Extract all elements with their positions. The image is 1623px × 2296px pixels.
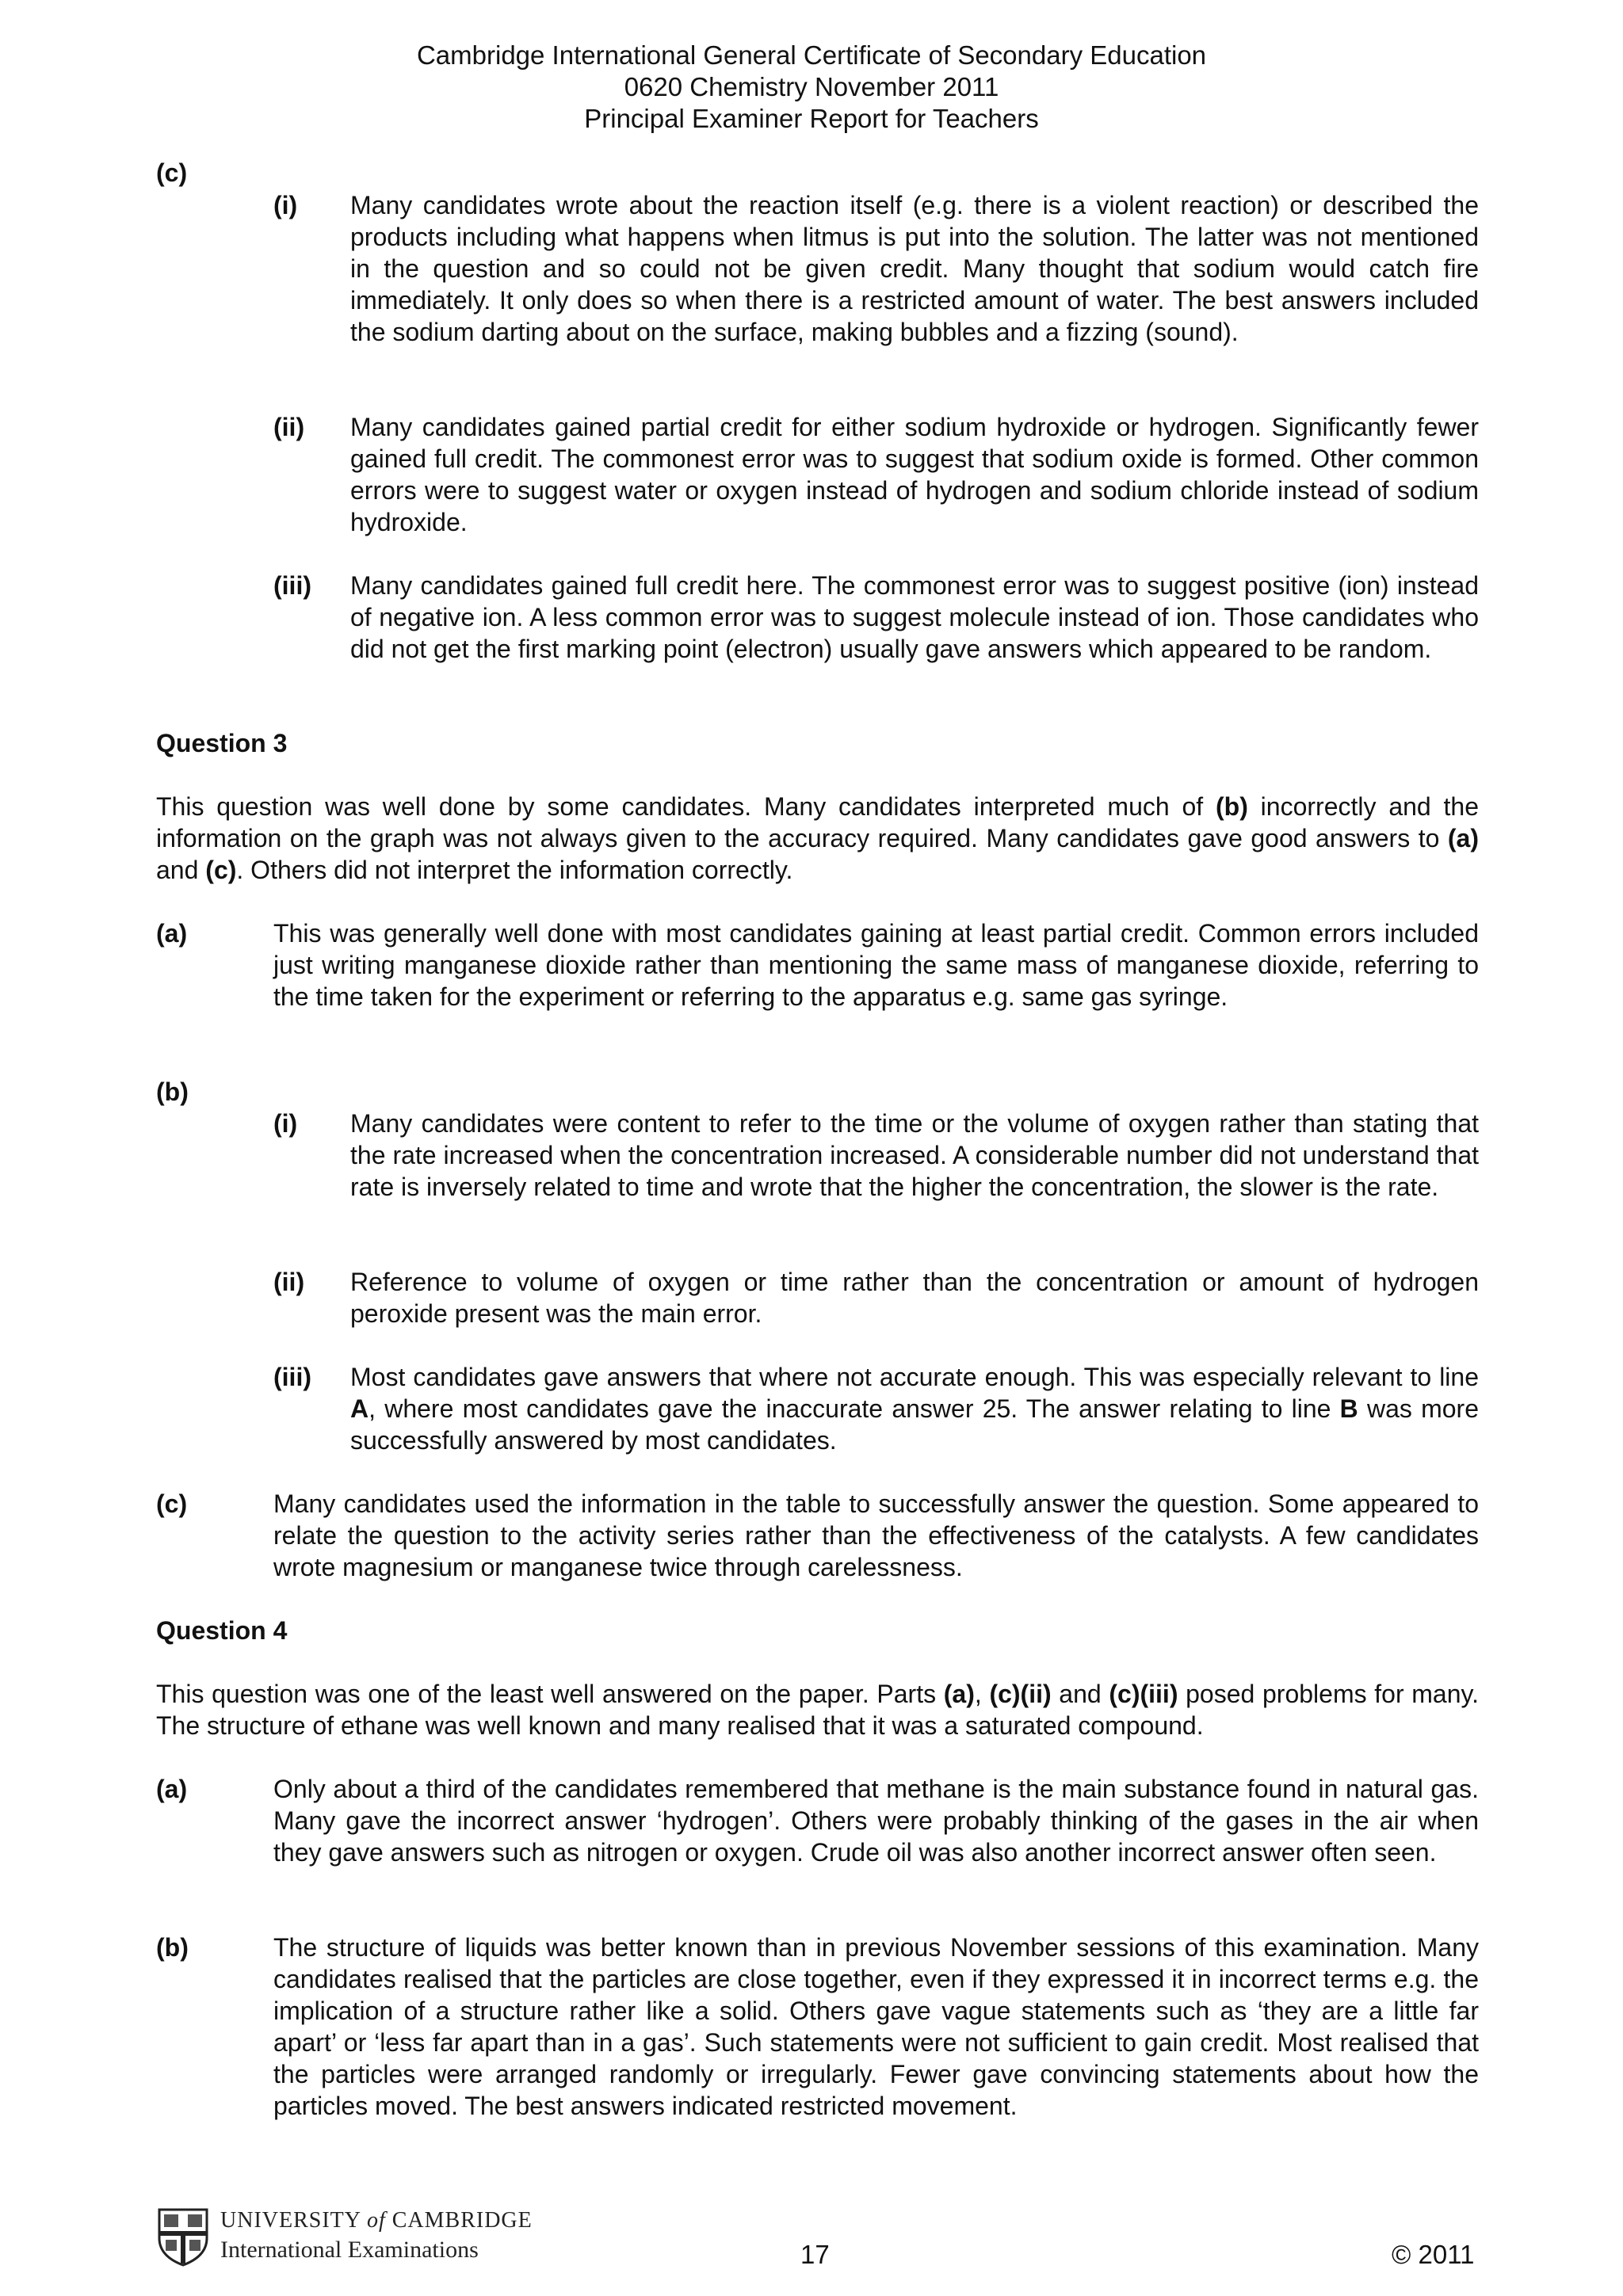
q3-c-text: Many candidates used the information in the table to successfully answer the question. Some appeared to relate the question to the activity series rather than the effectiveness of the catalysts. A few candidates wrote magnesium or manganese twice through carelessness. [273, 1489, 1479, 1581]
question-4-heading: Question 4 [156, 1616, 288, 1645]
q3-a-label: (a) [156, 919, 188, 948]
section-c-label: (c) [156, 158, 188, 187]
q3-b-i-label: (i) [273, 1109, 298, 1138]
item-c-iii-text: Many candidates gained full credit here. The commonest error was to suggest positive (ion) instead of negative ion. A less common error was to suggest molecule instead of ion. Those candidates who did not get the first marking point (electron) usually gave answers which appeared to be random. [350, 571, 1479, 663]
q3-c-label: (c) [156, 1489, 188, 1518]
q3-b-iii-text: Most candidates gave answers that where not accurate enough. This was especially relevant to line A, where most candidates gave the inaccurate answer 25. The answer relating to line B was more successfully answered by most candidates. [350, 1363, 1480, 1455]
item-c-ii-text: Many candidates gained partial credit for either sodium hydroxide or hydrogen. Significantly fewer gained full credit. The commonest error was to suggest that sodium oxide is formed. Other common errors were to suggest water or oxygen instead of hydrogen and sodium chloride instead of sodium hydroxide. [350, 413, 1479, 536]
q3-b-ii-label: (ii) [273, 1268, 305, 1296]
question-3-heading: Question 3 [156, 729, 288, 757]
item-c-iii-label: (iii) [273, 571, 311, 600]
logo-international-examinations-text: International Examinations [220, 2237, 479, 2263]
q3-b-iii-label: (iii) [273, 1363, 311, 1391]
logo-university-text: UNIVERSITY of CAMBRIDGE [220, 2208, 533, 2233]
q3-b-label: (b) [156, 1077, 189, 1106]
q4-a-label: (a) [156, 1775, 188, 1803]
q3-b-ii-text: Reference to volume of oxygen or time rather than the concentration or amount of hydrogen peroxide present was the main error. [350, 1268, 1479, 1328]
header-line-3: Principal Examiner Report for Teachers [584, 104, 1039, 133]
header-line-2: 0620 Chemistry November 2011 [624, 72, 999, 101]
item-c-i-text: Many candidates wrote about the reaction itself (e.g. there is a violent reaction) or described the products including what happens when litmus is put into the solution. The latter was not mentioned in the question and so could not be given credit. Many thought that sodium would catch fire immediately. It only does so when there is a restricted amount of water. The best answers included the sodium darting about on the surface, making bubbles and a fizzing (sound). [350, 191, 1479, 346]
header-line-1: Cambridge International General Certificate of Secondary Education [416, 40, 1207, 70]
q3-b-i-text: Many candidates were content to refer to the time or the volume of oxygen rather than stating that the rate increased when the concentration increased. A considerable number did not understand that rate is inversely related to time and wrote that the higher the concentration, the slower is the rate. [350, 1109, 1479, 1201]
cambridge-crest-icon [156, 2206, 210, 2267]
question-3-intro: This question was well done by some candidates. Many candidates interpreted much of (b) incorrectly and the information on the graph was not always given to the accuracy required. Many candidates gave good answers to (a) and (c). Others did not interpret the information correctly. [156, 792, 1480, 884]
copyright: © 2011 [1392, 2240, 1475, 2269]
q4-b-label: (b) [156, 1933, 189, 1962]
q4-b-text: The structure of liquids was better known than in previous November sessions of this examination. Many candidates realised that the particles are close together, even if they expressed it in incorrect terms e.g. the implication of a structure rather like a solid. Others gave vague statements such as ‘they are a little far apart’ or ‘less far apart than in a gas’. Such statements were not sufficient to gain credit. Most realised that the particles were arranged randomly or irregularly. Fewer gave convincing statements about how the particles moved. The best answers indicated restricted movement. [273, 1933, 1479, 2120]
page-number: 17 [800, 2240, 830, 2269]
question-4-intro: This question was one of the least well answered on the paper. Parts (a), (c)(ii) and (c)(iii) posed problems for many. The structure of ethane was well known and many realised that it was a saturated compound. [156, 1680, 1480, 1740]
item-c-i-label: (i) [273, 191, 298, 219]
q4-a-text: Only about a third of the candidates remembered that methane is the main substance found in natural gas. Many gave the incorrect answer ‘hydrogen’. Others were probably thinking of the gases in the air when they gave answers such as nitrogen or oxygen. Crude oil was also another incorrect answer often seen. [273, 1775, 1479, 1867]
q3-a-text: This was generally well done with most candidates gaining at least partial credit. Common errors included just writing manganese dioxide rather than mentioning the same mass of manganese dioxide, referring to the time taken for the experiment or referring to the apparatus e.g. same gas syringe. [273, 919, 1479, 1011]
item-c-ii-label: (ii) [273, 413, 305, 441]
